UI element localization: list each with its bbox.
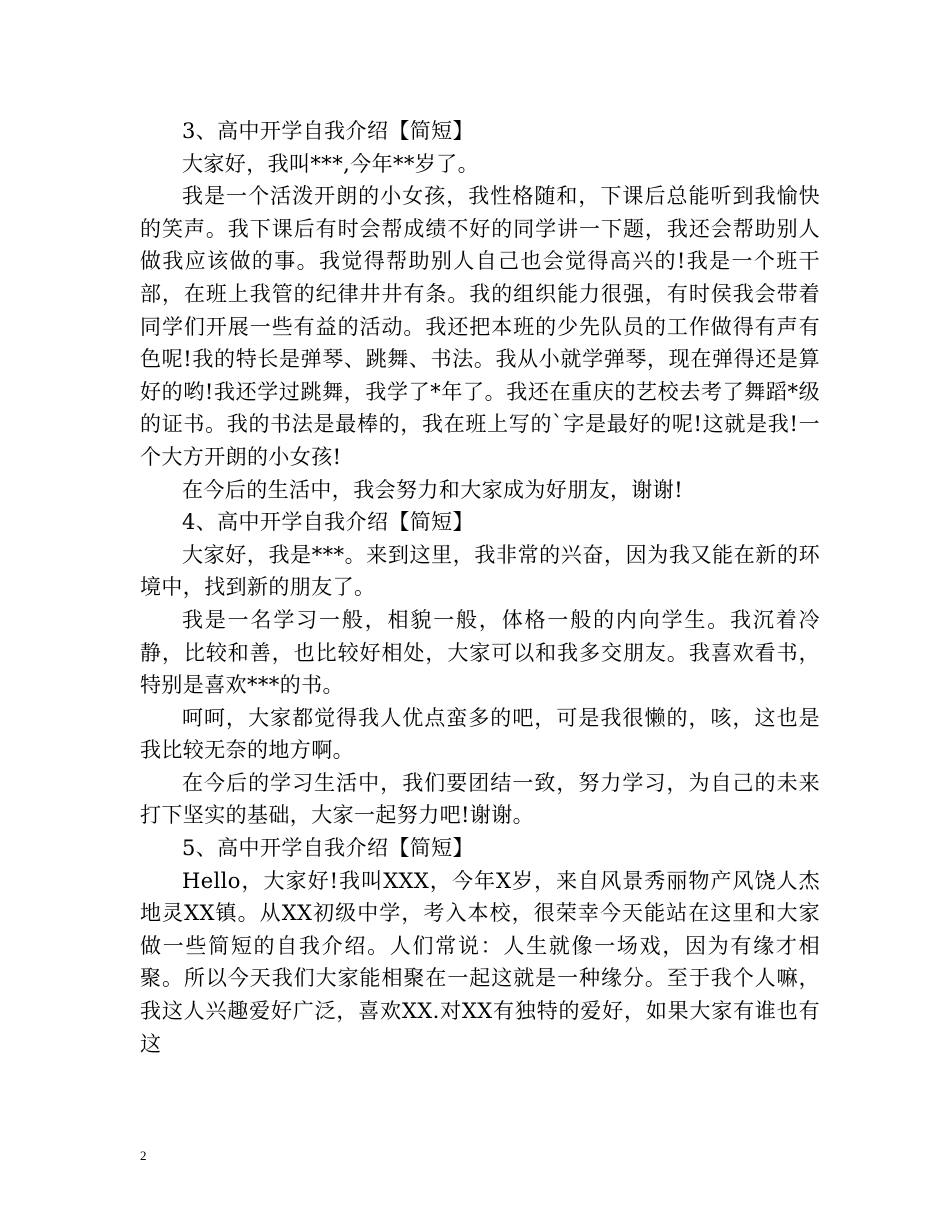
section-heading-3: 3、高中开学自我介绍【简短】	[182, 119, 474, 143]
paragraph: 我是一个活泼开朗的小女孩，我性格随和，下课后总能听到我愉快的笑声。我下课后有时会帮成绩不好的同学讲一下题，我还会帮助别人做我应该做的事。我觉得帮助别人自己也会觉得高兴的!我是一个班干部，在班上我管的纪律井井有条。我的组织能力很强，有时侯我会带着同学们开展一些有益的活动。我还把本班的少先队员的工作做得有声有色呢!我的特长是弹琴、跳舞、书法。我从小就学弹琴，现在弹得还是算好的哟!我还学过跳舞，我学了*年了。我还在重庆的艺校去考了舞蹈*级的证书。我的书法是最棒的，我在班上写的`字是最好的呢!这就是我!一个大方开朗的小女孩!	[140, 184, 820, 469]
paragraph: 呵呵，大家都觉得我人优点蛮多的吧，可是我很懒的，咳，这也是我比较无奈的地方啊。	[140, 705, 820, 763]
page-number: 2	[140, 1148, 147, 1163]
paragraph: 大家好，我是***。来到这里，我非常的兴奋，因为我又能在新的环境中，找到新的朋友了。	[140, 542, 820, 600]
section-heading-4: 4、高中开学自我介绍【简短】	[182, 510, 474, 535]
paragraph: Hello，大家好!我叫XXX，今年X岁，来自风景秀丽物产风饶人杰地灵XX镇。从XX初级中学，考入本校，很荣幸今天能站在这里和大家做一些简短的自我介绍。人们常说：人生就像一场戏，因为有缘才相聚。所以今天我们大家能相聚在一起这就是一种缘分。至于我个人嘛，我这人兴趣爱好广泛，喜欢XX.对XX有独特的爱好，如果大家有谁也有这	[140, 868, 820, 1056]
paragraph: 在今后的生活中，我会努力和大家成为好朋友，谢谢!	[182, 477, 684, 502]
document-body	[140, 115, 820, 1060]
paragraph: 大家好，我叫***,今年**岁了。	[182, 151, 479, 176]
paragraph: 在今后的学习生活中，我们要团结一致，努力学习，为自己的未来打下坚实的基础，大家一起努力吧!谢谢。	[140, 770, 820, 828]
paragraph: 我是一名学习一般，相貌一般，体格一般的内向学生。我沉着冷静，比较和善，也比较好相处，大家可以和我多交朋友。我喜欢看书，特别是喜欢***的书。	[140, 607, 820, 698]
section-heading-5: 5、高中开学自我介绍【简短】	[182, 836, 474, 861]
